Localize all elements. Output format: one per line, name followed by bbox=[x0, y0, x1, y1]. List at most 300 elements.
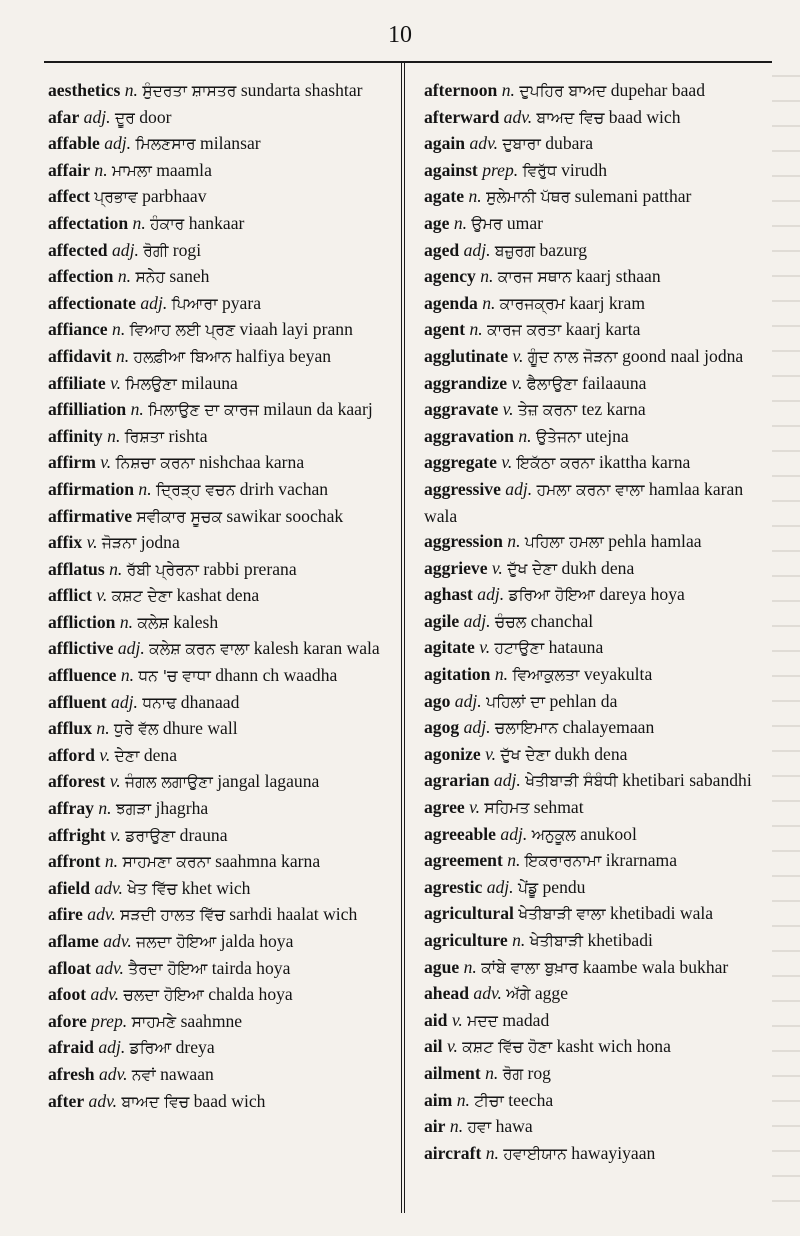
part-of-speech: n. bbox=[512, 930, 526, 950]
gurmukhi-translation: ਹਵਾ bbox=[467, 1118, 492, 1137]
part-of-speech: n. bbox=[138, 478, 152, 499]
headword: affectionate bbox=[48, 292, 136, 313]
romanized-translation: madad bbox=[502, 1009, 550, 1030]
headword: affluent bbox=[48, 691, 107, 712]
gurmukhi-translation: ਦੁਬਾਰਾ bbox=[502, 135, 541, 154]
romanized-translation: veyakulta bbox=[583, 664, 653, 685]
romanized-translation: dena bbox=[143, 744, 178, 765]
gurmukhi-translation: ਦ੍ਰਿੜ੍ਹ ਵਚਨ bbox=[156, 480, 236, 499]
part-of-speech: adv. bbox=[88, 1090, 118, 1111]
dictionary-entry bbox=[48, 317, 396, 344]
gurmukhi-translation: ਪਹਿਲਾਂ ਦਾ bbox=[486, 692, 546, 711]
headword: affluence bbox=[48, 665, 117, 686]
dictionary-entry bbox=[48, 690, 396, 717]
romanized-translation: maamla bbox=[156, 159, 212, 180]
dictionary-entry bbox=[424, 1061, 772, 1088]
gurmukhi-translation: ਦੁੱਖ ਦੇਣਾ bbox=[500, 745, 551, 764]
part-of-speech: adj. bbox=[463, 717, 491, 738]
part-of-speech: v. bbox=[110, 372, 121, 393]
romanized-translation: baad wich bbox=[608, 106, 681, 127]
part-of-speech: adj. bbox=[505, 478, 533, 499]
romanized-translation: door bbox=[139, 106, 172, 127]
gurmukhi-translation: ਮਿਲਉਣਾ bbox=[125, 374, 177, 393]
dictionary-entry bbox=[48, 849, 396, 876]
romanized-translation: dhure wall bbox=[162, 718, 238, 739]
headword: agriculture bbox=[424, 930, 508, 950]
romanized-translation: chanchal bbox=[530, 610, 594, 631]
dictionary-entry bbox=[48, 796, 396, 823]
romanized-translation: viaah layi prann bbox=[239, 319, 353, 340]
headword: affiliate bbox=[48, 372, 106, 393]
romanized-translation: jodna bbox=[140, 532, 180, 553]
gurmukhi-translation: ਕਾਰਜ ਕਰਤਾ bbox=[487, 321, 562, 340]
right-column bbox=[424, 78, 772, 1167]
romanized-translation: umar bbox=[506, 212, 544, 233]
part-of-speech: adj. bbox=[486, 876, 514, 897]
gurmukhi-translation: ਇਕਰਾਰਨਾਮਾ bbox=[524, 852, 602, 871]
romanized-translation: utejna bbox=[585, 425, 629, 446]
romanized-translation: saneh bbox=[169, 266, 210, 287]
romanized-translation: jhagrha bbox=[155, 798, 209, 819]
part-of-speech: v. bbox=[110, 824, 121, 845]
part-of-speech: adj. bbox=[104, 133, 132, 154]
part-of-speech: n. bbox=[115, 345, 130, 366]
headword: agate bbox=[424, 186, 465, 207]
dictionary-entry bbox=[48, 929, 396, 956]
part-of-speech: n. bbox=[94, 159, 108, 180]
headword: afflatus bbox=[48, 558, 105, 579]
part-of-speech: n. bbox=[119, 611, 134, 632]
dictionary-entry bbox=[48, 743, 396, 770]
part-of-speech: adv. bbox=[473, 983, 502, 1004]
headword: aggravate bbox=[424, 399, 499, 420]
dictionary-entry bbox=[424, 928, 772, 955]
dictionary-entry bbox=[424, 450, 772, 477]
part-of-speech: prep. bbox=[482, 159, 519, 180]
part-of-speech: v. bbox=[86, 532, 98, 553]
dictionary-entry bbox=[424, 105, 772, 132]
part-of-speech: adv. bbox=[469, 133, 498, 154]
headword: aim bbox=[424, 1089, 453, 1110]
romanized-translation: khetibadi bbox=[587, 930, 653, 950]
headword: agitation bbox=[424, 664, 491, 685]
column-divider bbox=[401, 63, 405, 1213]
part-of-speech: n. bbox=[120, 665, 135, 686]
headword: aggressive bbox=[424, 478, 501, 499]
part-of-speech: adv. bbox=[99, 1063, 128, 1084]
romanized-translation: khet wich bbox=[181, 877, 251, 898]
gurmukhi-translation: ਹਟਾਉਣਾ bbox=[494, 639, 545, 658]
dictionary-entry bbox=[424, 662, 772, 689]
part-of-speech: n. bbox=[124, 80, 138, 100]
headword: afar bbox=[48, 106, 80, 127]
dictionary-entry bbox=[48, 78, 396, 105]
dictionary-entry bbox=[48, 1089, 396, 1116]
dictionary-entry bbox=[48, 344, 396, 371]
headword: agonize bbox=[424, 743, 481, 764]
romanized-translation: chalda hoya bbox=[208, 984, 293, 1005]
dictionary-entry bbox=[48, 477, 396, 504]
dictionary-entry bbox=[48, 397, 396, 424]
gurmukhi-translation: ਚਲਾਇਮਾਨ bbox=[494, 719, 559, 738]
romanized-translation: kaarj sthaan bbox=[576, 266, 661, 287]
romanized-translation: tez karna bbox=[581, 399, 646, 420]
headword: affirmative bbox=[48, 505, 133, 526]
headword: aggravation bbox=[424, 425, 514, 446]
dictionary-entry bbox=[424, 795, 772, 822]
romanized-translation: milauna bbox=[181, 372, 238, 393]
romanized-translation: pyara bbox=[221, 292, 262, 313]
part-of-speech: n. bbox=[485, 1142, 499, 1163]
part-of-speech: n. bbox=[468, 186, 482, 207]
dictionary-entry bbox=[48, 1062, 396, 1089]
part-of-speech: adj. bbox=[111, 691, 138, 712]
gurmukhi-translation: ਮਿਲਾਉਣ ਦਾ ਕਾਰਜ bbox=[148, 401, 259, 420]
gurmukhi-translation: ਸਹਿਮਤ bbox=[484, 799, 530, 818]
gurmukhi-translation: ਪ੍ਰਭਾਵ bbox=[94, 188, 138, 207]
gurmukhi-translation: ਡਰਿਆ bbox=[129, 1039, 172, 1058]
romanized-translation: hawayiyaan bbox=[571, 1142, 656, 1163]
gurmukhi-translation: ਧਨਾਢ bbox=[142, 693, 177, 712]
headword: after bbox=[48, 1090, 85, 1111]
romanized-translation: drirh vachan bbox=[239, 478, 329, 499]
gurmukhi-translation: ਦੂਰ bbox=[114, 108, 135, 127]
part-of-speech: n. bbox=[463, 956, 477, 977]
part-of-speech: v. bbox=[99, 744, 111, 765]
gurmukhi-translation: ਧਨ 'ਚ ਵਾਧਾ bbox=[138, 667, 211, 686]
headword: affable bbox=[48, 133, 100, 154]
dictionary-entry bbox=[424, 184, 772, 211]
headword: affright bbox=[48, 824, 106, 845]
dictionary-entry bbox=[424, 291, 772, 318]
dictionary-entry bbox=[424, 742, 772, 769]
headword: ago bbox=[424, 690, 451, 711]
dictionary-entry bbox=[424, 1034, 772, 1061]
romanized-translation: sundarta shashtar bbox=[240, 80, 363, 100]
romanized-translation: parbhaav bbox=[142, 186, 207, 207]
headword: afflictive bbox=[48, 638, 114, 659]
romanized-translation: dareya hoya bbox=[599, 584, 685, 605]
gurmukhi-translation: ਤੈਰਦਾ ਹੋਇਆ bbox=[128, 959, 208, 978]
part-of-speech: adj. bbox=[463, 239, 491, 260]
part-of-speech: adj. bbox=[493, 770, 521, 791]
headword: affected bbox=[48, 239, 108, 260]
dictionary-entry bbox=[424, 848, 772, 875]
gurmukhi-translation: ਟੀਚਾ bbox=[474, 1091, 504, 1110]
gurmukhi-translation: ਸੁਲੇਮਾਨੀ ਪੱਥਰ bbox=[486, 188, 571, 207]
romanized-translation: milansar bbox=[200, 133, 261, 154]
part-of-speech: v. bbox=[109, 771, 121, 792]
romanized-translation: ikattha karna bbox=[598, 452, 691, 473]
romanized-translation: khetibari sabandhi bbox=[622, 770, 752, 791]
gurmukhi-translation: ਖੇਤੀਬਾੜੀ ਵਾਲਾ bbox=[518, 905, 606, 924]
part-of-speech: v. bbox=[96, 585, 108, 606]
romanized-translation: kashat dena bbox=[176, 585, 260, 606]
gurmukhi-translation: ਜੰਗਲ ਲਗਾਉਣਾ bbox=[125, 773, 213, 792]
headword: air bbox=[424, 1116, 446, 1137]
headword: affectation bbox=[48, 212, 129, 233]
headword: agency bbox=[424, 266, 476, 287]
romanized-translation: kalesh karan wala bbox=[253, 638, 380, 659]
part-of-speech: v. bbox=[446, 1036, 458, 1057]
part-of-speech: n. bbox=[453, 212, 468, 233]
gurmukhi-translation: ਸਵੀਕਾਰ ਸੂਚਕ bbox=[136, 507, 223, 526]
romanized-translation: teecha bbox=[508, 1089, 554, 1110]
headword: afraid bbox=[48, 1037, 94, 1058]
romanized-translation: pehlan da bbox=[549, 690, 618, 711]
romanized-translation: halfiya beyan bbox=[235, 345, 332, 366]
dictionary-entry bbox=[424, 371, 772, 398]
headword: aggrandize bbox=[424, 372, 508, 393]
dictionary-entry bbox=[48, 557, 396, 584]
gurmukhi-translation: ਵਿਰੁੱਧ bbox=[522, 161, 557, 180]
romanized-translation: sarhdi haalat wich bbox=[229, 904, 358, 925]
gurmukhi-translation: ਰੋਗ bbox=[502, 1064, 524, 1083]
dictionary-entry bbox=[48, 530, 396, 557]
headword: agreement bbox=[424, 850, 503, 871]
headword: agitate bbox=[424, 637, 475, 658]
dictionary-entry bbox=[424, 529, 772, 556]
headword: agrestic bbox=[424, 876, 483, 897]
part-of-speech: adj. bbox=[463, 610, 491, 631]
gurmukhi-translation: ਚਲਦਾ ਹੋਇਆ bbox=[123, 986, 204, 1005]
part-of-speech: n. bbox=[507, 531, 521, 552]
headword: afire bbox=[48, 904, 83, 925]
part-of-speech: adj. bbox=[112, 239, 139, 260]
part-of-speech: n. bbox=[98, 798, 112, 819]
gurmukhi-translation: ਝਗੜਾ bbox=[115, 800, 152, 819]
headword: aesthetics bbox=[48, 80, 121, 100]
dictionary-entry bbox=[424, 1141, 772, 1168]
gurmukhi-translation: ਧੁਰੇ ਵੱਲ bbox=[114, 720, 159, 739]
dictionary-entry bbox=[48, 1035, 396, 1062]
romanized-translation: failaauna bbox=[581, 372, 647, 393]
gurmukhi-translation: ਬਾਅਦ ਵਿਚ bbox=[536, 108, 605, 127]
headword: affirmation bbox=[48, 478, 134, 499]
romanized-translation: kaarj karta bbox=[565, 319, 641, 340]
dictionary-entry bbox=[48, 583, 396, 610]
romanized-translation: hankaar bbox=[188, 212, 245, 233]
gurmukhi-translation: ਸਨੇਹ bbox=[135, 268, 166, 287]
headword: afore bbox=[48, 1010, 87, 1031]
part-of-speech: n. bbox=[109, 558, 123, 579]
part-of-speech: adv. bbox=[503, 106, 533, 127]
headword: agreeable bbox=[424, 823, 496, 844]
romanized-translation: virudh bbox=[561, 159, 608, 180]
romanized-translation: rishta bbox=[168, 425, 208, 446]
dictionary-entry bbox=[48, 238, 396, 265]
dictionary-entry bbox=[424, 131, 772, 158]
headword: ague bbox=[424, 956, 460, 977]
dictionary-entry bbox=[48, 105, 396, 132]
headword: against bbox=[424, 159, 478, 180]
gurmukhi-translation: ਦੇਣਾ bbox=[114, 746, 140, 765]
romanized-translation: kaambe wala bukhar bbox=[582, 956, 729, 977]
headword: affilliation bbox=[48, 399, 127, 420]
gurmukhi-translation: ਬਾਅਦ ਵਿਚ bbox=[121, 1092, 190, 1111]
gurmukhi-translation: ਹੰਕਾਰ bbox=[150, 214, 185, 233]
dictionary-entry bbox=[48, 716, 396, 743]
headword: afternoon bbox=[424, 80, 498, 100]
gurmukhi-translation: ਬਜ਼ੁਰਗ bbox=[494, 241, 536, 260]
dictionary-entry bbox=[48, 158, 396, 185]
headword: agglutinate bbox=[424, 345, 509, 366]
gurmukhi-translation: ਖੇਤੀਬਾੜੀ bbox=[529, 932, 584, 950]
headword: afflict bbox=[48, 585, 92, 606]
part-of-speech: adj. bbox=[500, 823, 528, 844]
part-of-speech: v. bbox=[100, 452, 112, 473]
part-of-speech: n. bbox=[456, 1089, 470, 1110]
gurmukhi-translation: ਮਿਲਣਸਾਰ bbox=[135, 135, 196, 154]
part-of-speech: adv. bbox=[103, 931, 132, 951]
part-of-speech: adj. bbox=[140, 292, 168, 313]
headword: affirm bbox=[48, 452, 96, 473]
part-of-speech: adv. bbox=[94, 877, 123, 898]
dictionary-entry bbox=[48, 131, 396, 158]
gurmukhi-translation: ਪਹਿਲਾ ਹਮਲਾ bbox=[524, 533, 604, 552]
headword: afford bbox=[48, 744, 95, 765]
gurmukhi-translation: ਦੁੱਖ ਦੇਣਾ bbox=[507, 559, 558, 578]
part-of-speech: adj. bbox=[83, 106, 111, 127]
part-of-speech: n. bbox=[130, 399, 144, 420]
headword: afresh bbox=[48, 1063, 95, 1084]
gurmukhi-translation: ਕਸ਼ਟ ਵਿੱਚ ਹੋਣਾ bbox=[462, 1038, 553, 1057]
dictionary-entry bbox=[48, 424, 396, 451]
romanized-translation: rogi bbox=[172, 239, 202, 260]
romanized-translation: nawaan bbox=[160, 1063, 214, 1084]
romanized-translation: pendu bbox=[542, 876, 586, 897]
dictionary-entry bbox=[424, 78, 772, 105]
headword: afloat bbox=[48, 957, 91, 978]
romanized-translation: dhann ch waadha bbox=[215, 665, 338, 686]
dictionary-entry bbox=[48, 636, 396, 663]
part-of-speech: v. bbox=[491, 557, 503, 578]
gurmukhi-translation: ਤੇਜ਼ ਕਰਨਾ bbox=[517, 401, 578, 420]
part-of-speech: adv. bbox=[90, 984, 120, 1005]
gurmukhi-translation: ਜੋੜਨਾ bbox=[101, 534, 137, 553]
headword: afterward bbox=[424, 106, 500, 127]
romanized-translation: chalayemaan bbox=[562, 717, 655, 738]
dictionary-entry bbox=[424, 264, 772, 291]
gurmukhi-translation: ਸਾਹਮਣਾ ਕਰਨਾ bbox=[122, 853, 211, 872]
gurmukhi-translation: ਸੁੰਦਰਤਾ ਸ਼ਾਸਤਰ bbox=[142, 82, 237, 100]
dictionary-entry bbox=[424, 768, 772, 795]
dictionary-entry bbox=[48, 371, 396, 398]
gurmukhi-translation: ਅਨੁਕੂਲ bbox=[531, 825, 576, 844]
dictionary-entry bbox=[424, 689, 772, 716]
dictionary-entry bbox=[48, 450, 396, 477]
dictionary-entry bbox=[424, 1114, 772, 1141]
part-of-speech: n. bbox=[469, 319, 483, 340]
headword: affix bbox=[48, 532, 83, 553]
part-of-speech: n. bbox=[449, 1116, 464, 1137]
romanized-translation: hatauna bbox=[548, 637, 604, 658]
headword: afield bbox=[48, 877, 91, 898]
part-of-speech: n. bbox=[132, 212, 146, 233]
dictionary-entry bbox=[48, 982, 396, 1009]
romanized-translation: milaun da kaarj bbox=[263, 399, 373, 420]
gurmukhi-translation: ਡਰਿਆ ਹੋਇਆ bbox=[508, 586, 595, 605]
headword: ahead bbox=[424, 983, 469, 1004]
dictionary-entry bbox=[424, 158, 772, 185]
part-of-speech: n. bbox=[482, 292, 496, 313]
part-of-speech: v. bbox=[502, 399, 514, 420]
part-of-speech: v. bbox=[479, 637, 491, 658]
headword: agree bbox=[424, 797, 465, 818]
part-of-speech: adj. bbox=[98, 1037, 126, 1058]
romanized-translation: dukh dena bbox=[561, 557, 635, 578]
headword: affliction bbox=[48, 611, 116, 632]
gurmukhi-translation: ਪਿਆਰਾ bbox=[171, 294, 218, 313]
gurmukhi-translation: ਖੇਤੀਬਾੜੀ ਸੰਬੰਧੀ bbox=[525, 772, 618, 791]
left-column bbox=[48, 78, 396, 1115]
header-rule bbox=[44, 61, 772, 63]
headword: affray bbox=[48, 798, 94, 819]
dictionary-entry bbox=[424, 211, 772, 238]
headword: affidavit bbox=[48, 345, 112, 366]
headword: affinity bbox=[48, 425, 103, 446]
part-of-speech: v. bbox=[512, 345, 524, 366]
headword: agenda bbox=[424, 292, 478, 313]
part-of-speech: v. bbox=[511, 372, 523, 393]
dictionary-entry bbox=[48, 264, 396, 291]
romanized-translation: rabbi prerana bbox=[203, 558, 297, 579]
gurmukhi-translation: ਰੱਬੀ ਪ੍ਰੇਰਨਾ bbox=[126, 560, 199, 579]
gurmukhi-translation: ਕਸ਼ਟ ਦੇਣਾ bbox=[111, 587, 173, 606]
part-of-speech: n. bbox=[96, 718, 110, 739]
headword: aggression bbox=[424, 531, 503, 552]
headword: agrarian bbox=[424, 770, 490, 791]
headword: agile bbox=[424, 610, 460, 631]
part-of-speech: v. bbox=[501, 452, 513, 473]
gurmukhi-translation: ਅੱਗੇ bbox=[506, 985, 531, 1004]
gurmukhi-translation: ਖੇਤ ਵਿੱਚ bbox=[127, 879, 178, 898]
dictionary-entry bbox=[48, 956, 396, 983]
romanized-translation: dupehar baad bbox=[610, 80, 705, 100]
dictionary-entry bbox=[424, 901, 772, 928]
romanized-translation: jalda hoya bbox=[220, 931, 294, 951]
dictionary-entry bbox=[424, 238, 772, 265]
part-of-speech: n. bbox=[117, 266, 132, 287]
gurmukhi-translation: ਫੈਲਾਉਣਾ bbox=[526, 374, 578, 393]
part-of-speech: adv. bbox=[95, 957, 124, 978]
part-of-speech: adj. bbox=[477, 584, 505, 605]
part-of-speech: n. bbox=[107, 425, 121, 446]
gurmukhi-translation: ਕਾਰਜਕ੍ਰਮ bbox=[499, 294, 565, 313]
part-of-speech: prep. bbox=[91, 1010, 128, 1031]
dictionary-entry bbox=[424, 981, 772, 1008]
headword: agricultural bbox=[424, 903, 514, 924]
romanized-translation: drauna bbox=[179, 824, 228, 845]
romanized-translation: saahmne bbox=[180, 1010, 243, 1031]
gurmukhi-translation: ਸਾਹਮਣੇ bbox=[131, 1012, 177, 1031]
romanized-translation: rog bbox=[527, 1062, 551, 1083]
headword: afforest bbox=[48, 771, 106, 792]
gurmukhi-translation: ਰਿਸ਼ਤਾ bbox=[124, 427, 165, 446]
gurmukhi-translation: ਹਮਲਾ ਕਰਨਾ ਵਾਲਾ bbox=[536, 480, 645, 499]
romanized-translation: dukh dena bbox=[554, 743, 628, 764]
romanized-translation: khetibadi wala bbox=[610, 903, 714, 924]
part-of-speech: adj. bbox=[454, 690, 482, 711]
part-of-speech: v. bbox=[485, 743, 496, 764]
dictionary-entry bbox=[48, 663, 396, 690]
headword: aghast bbox=[424, 584, 473, 605]
romanized-translation: kasht wich hona bbox=[556, 1036, 671, 1057]
gurmukhi-translation: ਚੰਚਲ bbox=[494, 612, 527, 631]
headword: agog bbox=[424, 717, 460, 738]
dictionary-entry bbox=[424, 424, 772, 451]
romanized-translation: ikrarnama bbox=[605, 850, 677, 871]
